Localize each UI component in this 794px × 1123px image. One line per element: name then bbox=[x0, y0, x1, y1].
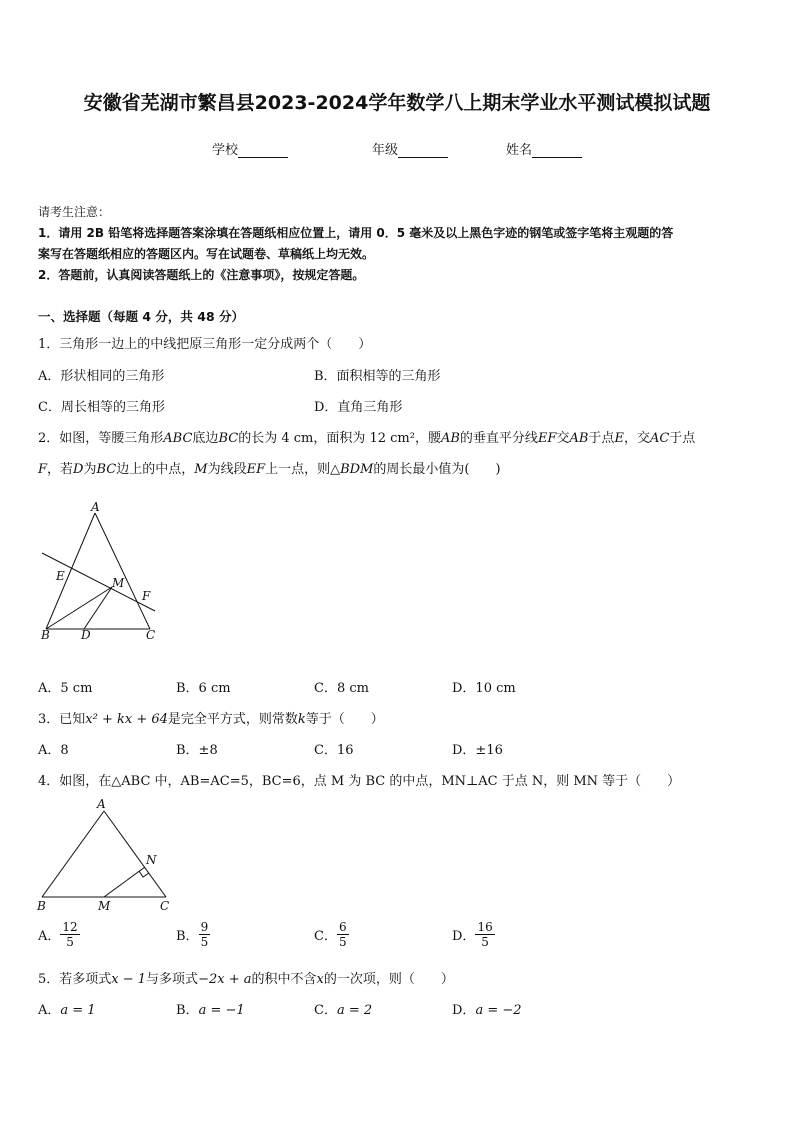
q3-option-d[interactable]: D．±16 bbox=[452, 743, 503, 758]
q5-option-a[interactable]: A．a = 1 bbox=[38, 1003, 96, 1018]
q4-label-b: B bbox=[37, 899, 46, 913]
q3-option-a[interactable]: A．8 bbox=[38, 743, 69, 758]
q2-segment-bm bbox=[46, 587, 112, 629]
q4-label-a: A bbox=[97, 797, 106, 811]
q4-option-c[interactable]: C． $\frac{6}{5}$ bbox=[314, 920, 347, 949]
q1-option-b[interactable]: B．面积相等的三角形 bbox=[314, 369, 441, 384]
q2-side-ab bbox=[46, 513, 95, 629]
notice-line-1b: 案写在答题纸相应的答题区内。写在试题卷、草稿纸上均无效。 bbox=[38, 247, 375, 261]
q5-option-d[interactable]: D．a = −2 bbox=[452, 1003, 522, 1018]
q2-label-b: B bbox=[41, 628, 50, 642]
q2-stem-line1: 2．如图，等腰三角形ABC底边BC的长为 4 cm，面积为 12 cm²，腰AB的垂直平分线EF交AB于点E，交AC于点 bbox=[38, 431, 696, 446]
q5-stem: 5．若多项式x − 1与多项式−2x + a的积中不含x的一次项，则（ ） bbox=[38, 972, 454, 987]
q2-triangle-figure bbox=[36, 498, 166, 646]
q2-label-e: E bbox=[56, 569, 65, 583]
q1-stem: 1．三角形一边上的中线把原三角形一定分成两个（ ） bbox=[38, 337, 372, 352]
q2-side-ac bbox=[95, 513, 150, 629]
q1-option-d[interactable]: D．直角三角形 bbox=[314, 400, 403, 415]
q2-option-d[interactable]: D．10 cm bbox=[452, 681, 516, 696]
q2-label-c: C bbox=[146, 628, 156, 642]
notice-line-2: 2．答题前，认真阅读答题纸上的《注意事项》，按规定答题。 bbox=[38, 268, 365, 282]
grade-field[interactable]: 年级 bbox=[372, 139, 448, 158]
section-heading: 一、选择题（每题 4 分，共 48 分） bbox=[38, 309, 245, 324]
q2-label-d: D bbox=[81, 628, 91, 642]
q3-stem: 3．已知x² + kx + 64是完全平方式，则常数k等于（ ） bbox=[38, 712, 384, 727]
q5-option-c[interactable]: C．a = 2 bbox=[314, 1003, 373, 1018]
q2-stem-line2: F，若D为BC边上的中点，M为线段EF上一点，则△BDM的周长最小值为( ) bbox=[38, 462, 501, 477]
notice-line-1a: 1．请用 2B 铅笔将选择题答案涂填在答题纸相应位置上，请用 0．5 毫米及以上黑色字迹的钢笔或签字笔将主观题的答 bbox=[38, 226, 674, 240]
q4-side-ab bbox=[42, 811, 104, 897]
q4-option-a[interactable]: A． $\frac{12}{5}$ bbox=[38, 920, 78, 949]
q4-label-m: M bbox=[98, 899, 111, 913]
q4-stem: 4．如图，在△ABC 中，AB=AC=5，BC=6，点 M 为 BC 的中点，MN⊥AC 于点 N，则 MN 等于（ ） bbox=[38, 774, 681, 789]
q2-label-a: A bbox=[91, 500, 100, 514]
q4-label-c: C bbox=[160, 899, 170, 913]
q3-option-b[interactable]: B．±8 bbox=[176, 743, 218, 758]
q4-option-b[interactable]: B． $\frac{9}{5}$ bbox=[176, 920, 209, 949]
q1-option-a[interactable]: A．形状相同的三角形 bbox=[38, 369, 165, 384]
name-field[interactable]: 姓名 bbox=[506, 139, 582, 158]
q4-option-d[interactable]: D． $\frac{16}{5}$ bbox=[452, 920, 493, 949]
q4-side-ac bbox=[104, 811, 166, 897]
q4-label-n: N bbox=[146, 853, 157, 867]
q3-option-c[interactable]: C．16 bbox=[314, 743, 354, 758]
q2-option-a[interactable]: A．5 cm bbox=[38, 681, 93, 696]
notice-heading: 请考生注意： bbox=[38, 205, 111, 219]
q5-option-b[interactable]: B．a = −1 bbox=[176, 1003, 245, 1018]
q2-label-f: F bbox=[142, 589, 151, 603]
school-field[interactable]: 学校 bbox=[212, 139, 288, 158]
q2-option-c[interactable]: C．8 cm bbox=[314, 681, 369, 696]
q1-option-c[interactable]: C．周长相等的三角形 bbox=[38, 400, 165, 415]
q2-option-b[interactable]: B．6 cm bbox=[176, 681, 231, 696]
page-title: 安徽省芜湖市繁昌县2023-2024学年数学八上期末学业水平测试模拟试题 bbox=[83, 92, 711, 114]
q2-segment-dm bbox=[84, 587, 112, 629]
q2-label-m: M bbox=[112, 576, 125, 590]
q4-triangle-figure bbox=[34, 796, 180, 916]
